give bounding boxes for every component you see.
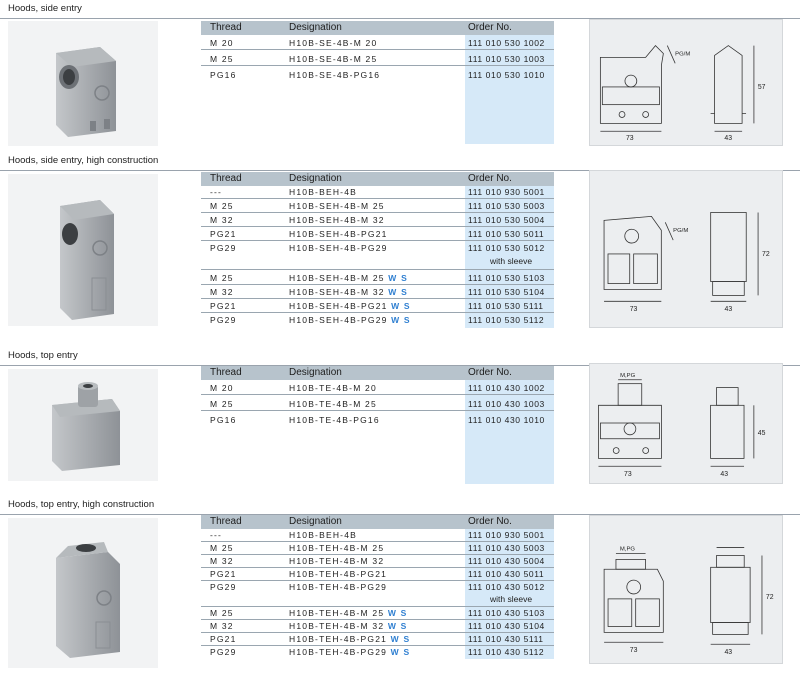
cell-order: 111 010 430 5104: [468, 621, 545, 631]
cell-designation: H10B-SEH-4B-PG29: [289, 243, 388, 253]
dimension-drawing-top-entry: [589, 363, 783, 484]
designation-text: H10B-SEH-4B-PG21: [289, 301, 388, 311]
table-row: [201, 581, 554, 607]
cell-order: 111 010 430 1002: [468, 383, 545, 393]
designation-text: H10B-TEH-4B-M 32: [289, 621, 385, 631]
table-row: [201, 633, 554, 646]
table-row: [201, 529, 554, 542]
header-designation: Designation: [289, 173, 342, 184]
designation-text: H10B-SEH-4B-M 25: [289, 273, 385, 283]
cell-thread: M 25: [210, 54, 234, 64]
dimension-drawing-side-entry-high: [589, 170, 783, 328]
table-header: [201, 366, 554, 380]
designation-text: H10B-SEH-4B-M 32: [289, 287, 385, 297]
cell-designation: H10B-TE-4B-M 20: [289, 383, 377, 393]
table-row: [201, 186, 554, 199]
cell-thread: PG16: [210, 415, 237, 425]
designation-text: H10B-TEH-4B-PG21: [289, 634, 388, 644]
cell-order: 111 010 430 1010: [468, 415, 545, 425]
header-designation: Designation: [289, 516, 342, 527]
cell-designation: H10B-SE-4B-M 25: [289, 54, 378, 64]
cell-designation: H10B-SEH-4B-M 32: [289, 215, 385, 225]
table-header: [201, 21, 554, 35]
cell-designation: [289, 634, 410, 644]
header-designation: Designation: [289, 367, 342, 378]
designation-text: H10B-SEH-4B-PG29: [289, 315, 388, 325]
cell-designation: H10B-SEH-4B-PG21: [289, 229, 388, 239]
table-row: [201, 414, 554, 427]
table-row: [201, 200, 554, 213]
table-row: [201, 607, 554, 620]
cell-order: 111 010 530 1003: [468, 54, 545, 64]
cell-thread: PG21: [210, 569, 237, 579]
cell-thread: ---: [210, 187, 223, 197]
cell-designation: [289, 647, 410, 657]
cell-designation: [289, 273, 408, 283]
cell-designation: H10B-SEH-4B-M 25: [289, 201, 385, 211]
cell-designation: H10B-TE-4B-M 25: [289, 399, 377, 409]
cell-order: 111 010 530 5112: [468, 315, 545, 325]
cell-thread: PG21: [210, 301, 237, 311]
table-row: [201, 69, 554, 82]
cell-order: 111 010 530 5111: [468, 301, 544, 311]
cell-thread: M 32: [210, 556, 234, 566]
cell-order: 111 010 530 5003: [468, 201, 545, 211]
cell-designation: H10B-SE-4B-M 20: [289, 38, 378, 48]
cell-thread: PG29: [210, 582, 237, 592]
cell-designation: [289, 621, 407, 631]
cell-thread: M 32: [210, 287, 234, 297]
cell-thread: PG29: [210, 315, 237, 325]
cell-order: 111 010 430 5111: [468, 634, 544, 644]
dim-entry: M,PG: [620, 372, 636, 379]
section-title: Hoods, top entry: [8, 350, 78, 361]
cell-designation: H10B-BEH-4B: [289, 187, 357, 197]
header-designation: Designation: [289, 22, 342, 33]
designation-text: H10B-TEH-4B-M 25: [289, 608, 385, 618]
cell-order: 111 010 430 1003: [468, 399, 545, 409]
dim-depth: 43: [724, 306, 733, 314]
cell-designation: H10B-SE-4B-PG16: [289, 70, 381, 80]
dim-width: 73: [625, 135, 634, 143]
header-thread: Thread: [210, 367, 242, 378]
cell-designation: [289, 287, 408, 297]
header-order: Order No.: [468, 22, 512, 33]
dim-entry: PG/M: [673, 228, 689, 235]
ws-suffix: W S: [391, 301, 411, 311]
cell-order: 111 010 530 1010: [468, 70, 545, 80]
dim-height: 45: [757, 429, 766, 437]
ws-suffix: W S: [388, 273, 408, 283]
cell-designation: H10B-BEH-4B: [289, 530, 357, 540]
dim-width: 73: [629, 306, 638, 314]
dim-depth: 43: [720, 471, 729, 479]
cell-order: 111 010 430 5012: [468, 582, 545, 592]
table-header: [201, 515, 554, 529]
cell-thread: PG21: [210, 229, 237, 239]
table-row: [201, 300, 554, 313]
cell-thread: M 32: [210, 621, 234, 631]
cell-thread: M 20: [210, 383, 234, 393]
cell-order: 111 010 430 5011: [468, 569, 545, 579]
cell-thread: M 20: [210, 38, 234, 48]
table-row: [201, 382, 554, 395]
product-photo-side-entry-high: [8, 174, 158, 326]
cell-designation: [289, 301, 411, 311]
cell-designation: [289, 315, 411, 325]
table-row: [201, 214, 554, 227]
cell-designation: H10B-TEH-4B-PG29: [289, 582, 388, 592]
dimension-drawing-top-entry-high: [589, 515, 783, 664]
cell-order: 111 010 930 5001: [468, 187, 545, 197]
header-order: Order No.: [468, 173, 512, 184]
cell-thread: M 25: [210, 608, 234, 618]
sleeve-note: with sleeve: [490, 594, 533, 604]
product-photo-top-entry-high: [8, 518, 158, 668]
dim-height: 72: [765, 593, 774, 601]
cell-thread: PG16: [210, 70, 237, 80]
cell-designation: H10B-TEH-4B-PG21: [289, 569, 388, 579]
ws-suffix: W S: [391, 315, 411, 325]
table-row: [201, 272, 554, 285]
section-title: Hoods, side entry: [8, 3, 82, 14]
header-thread: Thread: [210, 22, 242, 33]
ws-suffix: W S: [387, 621, 408, 631]
ws-suffix: W S: [388, 287, 408, 297]
table-row: [201, 228, 554, 241]
cell-order: 111 010 530 5011: [468, 229, 545, 239]
cell-order: 111 010 530 1002: [468, 38, 545, 48]
dim-height: 72: [762, 250, 770, 258]
cell-designation: H10B-TEH-4B-M 25: [289, 543, 385, 553]
table-row: [201, 542, 554, 555]
dim-entry: PG/M: [675, 51, 691, 58]
header-order: Order No.: [468, 516, 512, 527]
ws-suffix: W S: [390, 647, 411, 657]
cell-thread: M 25: [210, 399, 234, 409]
cell-order: 111 010 430 5103: [468, 608, 545, 618]
cell-order: 111 010 430 5004: [468, 556, 545, 566]
cell-order: 111 010 430 5003: [468, 543, 545, 553]
cell-thread: M 32: [210, 215, 234, 225]
product-photo-side-entry: [8, 21, 158, 146]
table-row: [201, 620, 554, 633]
cell-designation: H10B-TEH-4B-M 32: [289, 556, 385, 566]
cell-thread: ---: [210, 530, 223, 540]
table-row: [201, 568, 554, 581]
product-photo-top-entry: [8, 369, 158, 481]
cell-thread: PG29: [210, 647, 237, 657]
designation-text: H10B-TEH-4B-PG29: [289, 647, 388, 657]
ws-suffix: W S: [390, 634, 411, 644]
table-row: [201, 314, 554, 327]
dim-depth: 43: [724, 649, 733, 657]
cell-order: 111 010 530 5004: [468, 215, 545, 225]
cell-designation: H10B-TE-4B-PG16: [289, 415, 380, 425]
section-title: Hoods, side entry, high construction: [8, 155, 159, 166]
header-thread: Thread: [210, 173, 242, 184]
dim-width: 73: [624, 471, 632, 479]
header-order: Order No.: [468, 367, 512, 378]
table-row: [201, 555, 554, 568]
cell-order: 111 010 530 5012: [468, 243, 545, 253]
dimension-drawing-side-entry: [589, 19, 783, 146]
dim-depth: 43: [724, 135, 733, 143]
cell-order: 111 010 530 5103: [468, 273, 545, 283]
dim-width: 73: [629, 647, 638, 655]
table-row: [201, 398, 554, 411]
section-title: Hoods, top entry, high construction: [8, 499, 155, 510]
dim-entry: M,PG: [619, 546, 636, 553]
table-header: [201, 172, 554, 186]
table-row: [201, 646, 554, 659]
cell-thread: M 25: [210, 273, 234, 283]
cell-thread: M 25: [210, 201, 234, 211]
table-row: [201, 286, 554, 299]
cell-order: 111 010 430 5112: [468, 647, 545, 657]
ws-suffix: W S: [387, 608, 408, 618]
cell-thread: PG21: [210, 634, 237, 644]
cell-order: 111 010 930 5001: [468, 530, 545, 540]
dim-height: 57: [757, 83, 766, 91]
header-thread: Thread: [210, 516, 242, 527]
table-row: [201, 53, 554, 66]
table-row: [201, 242, 554, 270]
table-row: [201, 37, 554, 50]
cell-designation: [289, 608, 407, 618]
cell-order: 111 010 530 5104: [468, 287, 545, 297]
cell-thread: PG29: [210, 243, 237, 253]
cell-thread: M 25: [210, 543, 234, 553]
sleeve-note: with sleeve: [490, 256, 533, 266]
